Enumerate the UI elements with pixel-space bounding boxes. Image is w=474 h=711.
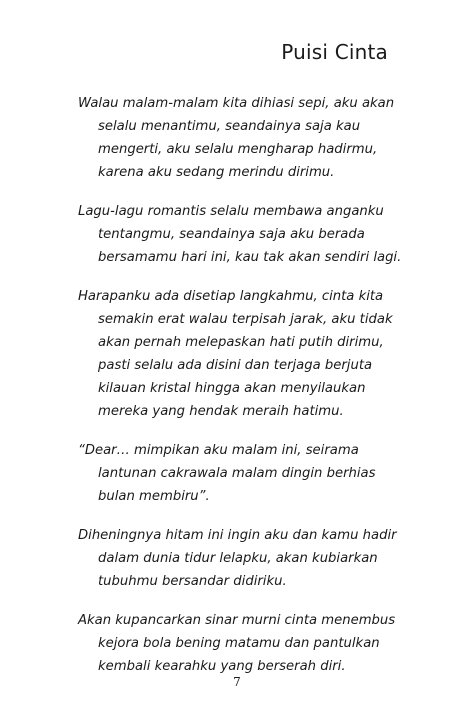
poem-line: Diheningnya hitam ini ingin aku dan kamu hadir [78, 528, 397, 543]
page-number: 7 [233, 675, 241, 689]
page-title: Puisi Cinta [281, 40, 388, 64]
poem-line: kejora bola bening matamu dan pantulkan [98, 636, 380, 651]
stanza-1 [78, 92, 408, 184]
poem-line: tentangmu, seandainya saja aku berada [98, 227, 365, 242]
poem-line: semakin erat walau terpisah jarak, aku tidak [98, 312, 393, 327]
poem-line: kembali kearahku yang berserah diri. [98, 659, 346, 674]
poem-line: selalu menantimu, seandainya saja kau [98, 119, 361, 134]
poem-line: dalam dunia tidur lelapku, akan kubiarkan [98, 551, 378, 566]
poem-line: pasti selalu ada disini dan terjaga berjuta [98, 358, 373, 373]
stanza-2 [78, 200, 408, 269]
poem-line: Akan kupancarkan sinar murni cinta menembus [78, 613, 396, 628]
poem-line: “Dear… mimpikan aku malam ini, seirama [78, 443, 359, 458]
stanza-5 [78, 524, 408, 593]
stanza-4 [78, 439, 408, 508]
stanza-6 [78, 609, 408, 678]
poem-line: kilauan kristal hingga akan menyilaukan [98, 381, 366, 396]
poem-line: Lagu-lagu romantis selalu membawa anganku [78, 204, 384, 219]
poem-line: mereka yang hendak meraih hatimu. [98, 404, 344, 419]
poem-line: tubuhmu bersandar didiriku. [98, 574, 287, 589]
stanza-3 [78, 285, 408, 423]
poem-body [78, 92, 408, 694]
poem-line: mengerti, aku selalu mengharap hadirmu, [98, 142, 378, 157]
poem-line: bersamamu hari ini, kau tak akan sendiri lagi. [98, 250, 402, 265]
poem-line: Harapanku ada disetiap langkahmu, cinta kita [78, 289, 384, 304]
poem-line: bulan membiru”. [98, 489, 210, 504]
poem-line: karena aku sedang merindu dirimu. [98, 165, 335, 180]
poem-line: Walau malam-malam kita dihiasi sepi, aku akan [78, 96, 395, 111]
poem-line: akan pernah melepaskan hati putih dirimu, [98, 335, 384, 350]
poem-line: lantunan cakrawala malam dingin berhias [98, 466, 376, 481]
